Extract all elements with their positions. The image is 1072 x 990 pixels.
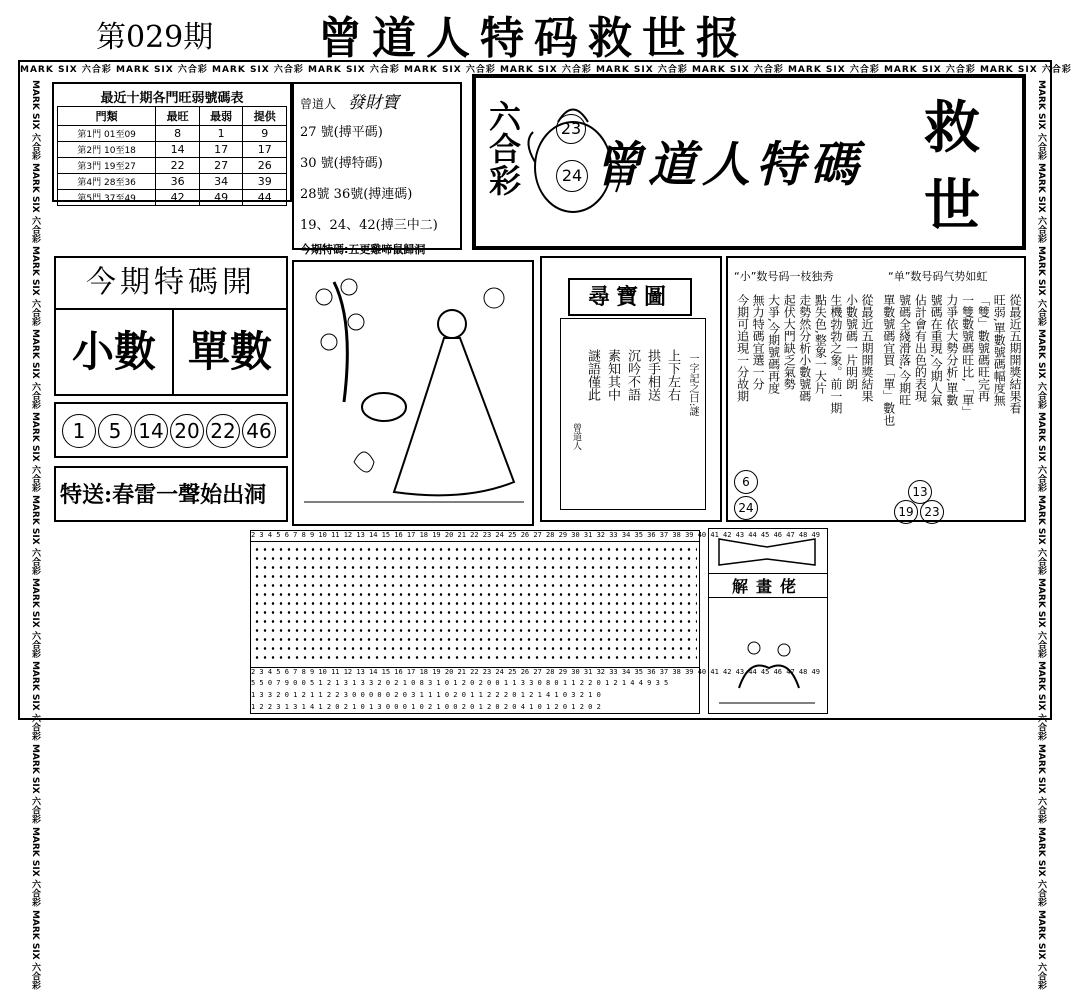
recent-table <box>57 106 287 206</box>
article-head-right: “单”数号码气势如虹 <box>888 270 988 283</box>
logo-number-a: 23 <box>556 114 586 144</box>
article-column: 單數號碼宜買「單」數也 <box>881 294 896 426</box>
daoren-heading-b: 發財寶 <box>347 93 399 113</box>
table-cell: 第3門 19至27 <box>58 158 156 174</box>
article-column: 小數號碼一片明朗 <box>844 294 859 390</box>
number-ball: 20 <box>170 414 204 448</box>
table-row <box>58 142 287 158</box>
riddle-author: 曾道人 <box>571 423 581 450</box>
book-icon <box>709 529 825 569</box>
trend-row: 5 5 0 7 9 0 0 5 1 2 1 3 1 3 3 2 0 2 1 0 8 3 1 0 1 2 0 2 0 0 1 1 3 3 0 8 0 1 1 2 2 0 1 2 1 4 4 9 3 5 <box>251 679 669 687</box>
article-head-left: “小”数号码一枝独秀 <box>734 270 834 283</box>
trend-row: 1 3 3 2 0 1 2 1 1 2 2 3 0 0 0 0 0 2 0 3 1 1 1 0 2 0 1 1 2 2 2 0 1 2 1 4 1 0 3 2 1 0 <box>251 691 601 699</box>
article-column: 一雙數號碼旺比,「單」 <box>960 294 975 418</box>
recent-table-title: 最近十期各門旺弱號碼表 <box>100 91 244 106</box>
table-header: 提供 <box>243 107 287 126</box>
right-border-strip: MARK SIX 六合彩 MARK SIX 六合彩 MARK SIX 六合彩 MARK SIX 六合彩 MARK SIX 六合彩 MARK SIX 六合彩 MARK SIX 六合彩 MARK SIX 六合彩 MARK SIX 六合彩 MARK SIX 六合彩 MARK SIX 六合彩 <box>1036 80 1046 990</box>
newspaper-title: 曾道人特码救世报 <box>318 13 750 64</box>
number-ball: 22 <box>206 414 240 448</box>
horsemen-illustration <box>709 598 825 716</box>
article-column: 生機勃勃之象。前一期 <box>828 294 843 414</box>
daoren-box <box>292 82 462 256</box>
table-cell: 27 <box>199 158 243 174</box>
riddle-head: 一字記之曰:謎 <box>687 353 698 417</box>
treasure-box <box>540 256 722 522</box>
daoren-special-label: 今期特碼: <box>300 243 349 256</box>
table-cell: 第2門 10至18 <box>58 142 156 158</box>
riddle-col: 拱手相送 <box>645 349 660 401</box>
special-send-text: 春雷一聲始出洞 <box>112 482 267 508</box>
article-column: 從最近五期開獎結果 <box>860 294 874 402</box>
table-header: 最弱 <box>199 107 243 126</box>
number-ball: 5 <box>98 414 132 448</box>
table-cell: 39 <box>243 174 287 190</box>
lady-illustration <box>294 262 532 524</box>
daoren-line: 30 號(搏特碼) <box>300 156 383 171</box>
special-send-box <box>54 466 288 522</box>
table-cell: 17 <box>199 142 243 158</box>
table-cell: 34 <box>199 174 243 190</box>
trend-footer: 2 3 4 5 6 7 8 9 10 11 12 13 14 15 16 17 18 19 20 21 22 23 24 25 26 27 28 29 30 31 32 33 34 35 36 37 38 39 40 41 42 43 44 45 46 47 48 49 <box>251 668 820 676</box>
treasure-scroll <box>560 318 706 510</box>
table-cell: 第4門 28至36 <box>58 174 156 190</box>
riddle-col: 上下左右 <box>665 349 680 401</box>
table-cell: 8 <box>156 126 200 142</box>
daoren-line: 28號 36號(搏連碼) <box>300 187 413 202</box>
article-number: 23 <box>920 500 944 524</box>
article-number: 19 <box>894 500 918 524</box>
top-border-strip: MARK SIX 六合彩 MARK SIX 六合彩 MARK SIX 六合彩 MARK SIX 六合彩 MARK SIX 六合彩 MARK SIX 六合彩 MARK SIX 六合彩 MARK SIX 六合彩 MARK SIX 六合彩 MARK SIX 六合彩 MARK SIX 六合彩 <box>20 65 1072 75</box>
logo-shi: 世 <box>924 173 980 239</box>
illustration-box <box>292 260 534 526</box>
riddle-col: 沉吟不語 <box>625 349 640 401</box>
article-column: 無力特碼宜選一分 <box>751 294 766 390</box>
table-cell: 9 <box>243 126 287 142</box>
article-column: 今期可追現一分故期 <box>735 294 750 402</box>
table-cell: 第5門 37至49 <box>58 190 156 206</box>
article-left <box>734 294 874 478</box>
article-column: 號碼在重現,今期人氣 <box>929 294 944 406</box>
explain-box <box>708 528 828 714</box>
logo-box <box>472 74 1026 250</box>
table-cell: 14 <box>156 142 200 158</box>
article-number: 6 <box>734 470 758 494</box>
article-column: 旺弱,單數號碼幅度無 <box>992 294 1007 406</box>
article-column: 起伏大門缺乏氣勢 <box>782 294 797 390</box>
trend-row: 1 2 2 3 1 3 1 4 1 2 0 2 1 0 1 3 0 0 0 1 0 2 1 0 0 2 0 1 2 0 2 0 4 1 0 1 2 0 1 2 0 2 <box>251 703 601 711</box>
daoren-special-text: 五更雞啼鼠歸洞 <box>348 243 426 256</box>
article-column: 從最近五期開獎結果看 <box>1008 294 1022 414</box>
treasure-title: 尋寶圖 <box>568 278 692 316</box>
numbers-box <box>54 402 288 458</box>
table-row <box>58 190 287 206</box>
daoren-heading-a: 曾道人 <box>300 97 337 111</box>
number-ball: 14 <box>134 414 168 448</box>
article-number: 24 <box>734 496 758 520</box>
table-cell: 17 <box>243 142 287 158</box>
logo-liuhecai: 六合彩 <box>484 100 522 196</box>
open-title: 今期特碼開 <box>56 258 286 310</box>
table-row <box>58 126 287 142</box>
table-cell: 36 <box>156 174 200 190</box>
trend-grid <box>253 545 697 665</box>
table-cell: 44 <box>243 190 287 206</box>
number-ball: 1 <box>62 414 96 448</box>
special-send-label: 特送: <box>60 482 113 508</box>
table-cell: 26 <box>243 158 287 174</box>
table-cell: 第1門 01至09 <box>58 126 156 142</box>
table-header: 門類 <box>58 107 156 126</box>
article-column: 力爭依大勢分析,單數 <box>944 294 959 406</box>
logo-brand: 曾道人特碼 <box>594 137 865 193</box>
article-right <box>880 294 1022 478</box>
riddle-col: 素知其中 <box>605 349 620 401</box>
daoren-line: 19、24、42(搏三中二) <box>300 218 438 233</box>
table-row <box>58 174 287 190</box>
table-cell: 22 <box>156 158 200 174</box>
table-header: 最旺 <box>156 107 200 126</box>
riddle-col: 謎語僅此 <box>585 349 600 401</box>
article-column: 點失色,整象一大片 <box>813 294 828 394</box>
daoren-heading <box>300 88 454 113</box>
logo-number-b: 24 <box>556 160 588 192</box>
article-column: 大爭,今期號碼再度 <box>766 294 781 394</box>
daoren-special <box>300 241 454 257</box>
trend-header: 2 3 4 5 6 7 8 9 10 11 12 13 14 15 16 17 18 19 20 21 22 23 24 25 26 27 28 29 30 31 32 33 34 35 36 37 38 39 40 41 42 43 44 45 46 47 48 49 <box>251 531 699 542</box>
article-column: 「雙」數號碼旺完再 <box>976 294 991 402</box>
daoren-line: 27 號(搏平碼) <box>300 125 383 140</box>
explain-title: 解畫佬 <box>709 573 827 598</box>
recent-table-box <box>52 82 292 202</box>
table-row <box>58 158 287 174</box>
table-cell: 1 <box>199 126 243 142</box>
article-column: 號碼全綫滑落,今期旺 <box>897 294 912 406</box>
article-column: 走勢然分析小數號碼 <box>797 294 812 402</box>
left-border-strip: MARK SIX 六合彩 MARK SIX 六合彩 MARK SIX 六合彩 MARK SIX 六合彩 MARK SIX 六合彩 MARK SIX 六合彩 MARK SIX 六合彩 MARK SIX 六合彩 MARK SIX 六合彩 MARK SIX 六合彩 MARK SIX 六合彩 <box>30 80 40 990</box>
open-right: 單數 <box>187 327 272 376</box>
issue-number: 第029期 <box>96 20 214 55</box>
article-column: 佔計會有出色的表現 <box>913 294 928 402</box>
articles-box <box>726 256 1026 522</box>
table-cell: 42 <box>156 190 200 206</box>
article-number: 13 <box>908 480 932 504</box>
open-left: 小數 <box>56 310 174 394</box>
number-ball: 46 <box>242 414 276 448</box>
open-box <box>54 256 288 396</box>
table-cell: 49 <box>199 190 243 206</box>
logo-jiu: 救 <box>924 95 980 161</box>
